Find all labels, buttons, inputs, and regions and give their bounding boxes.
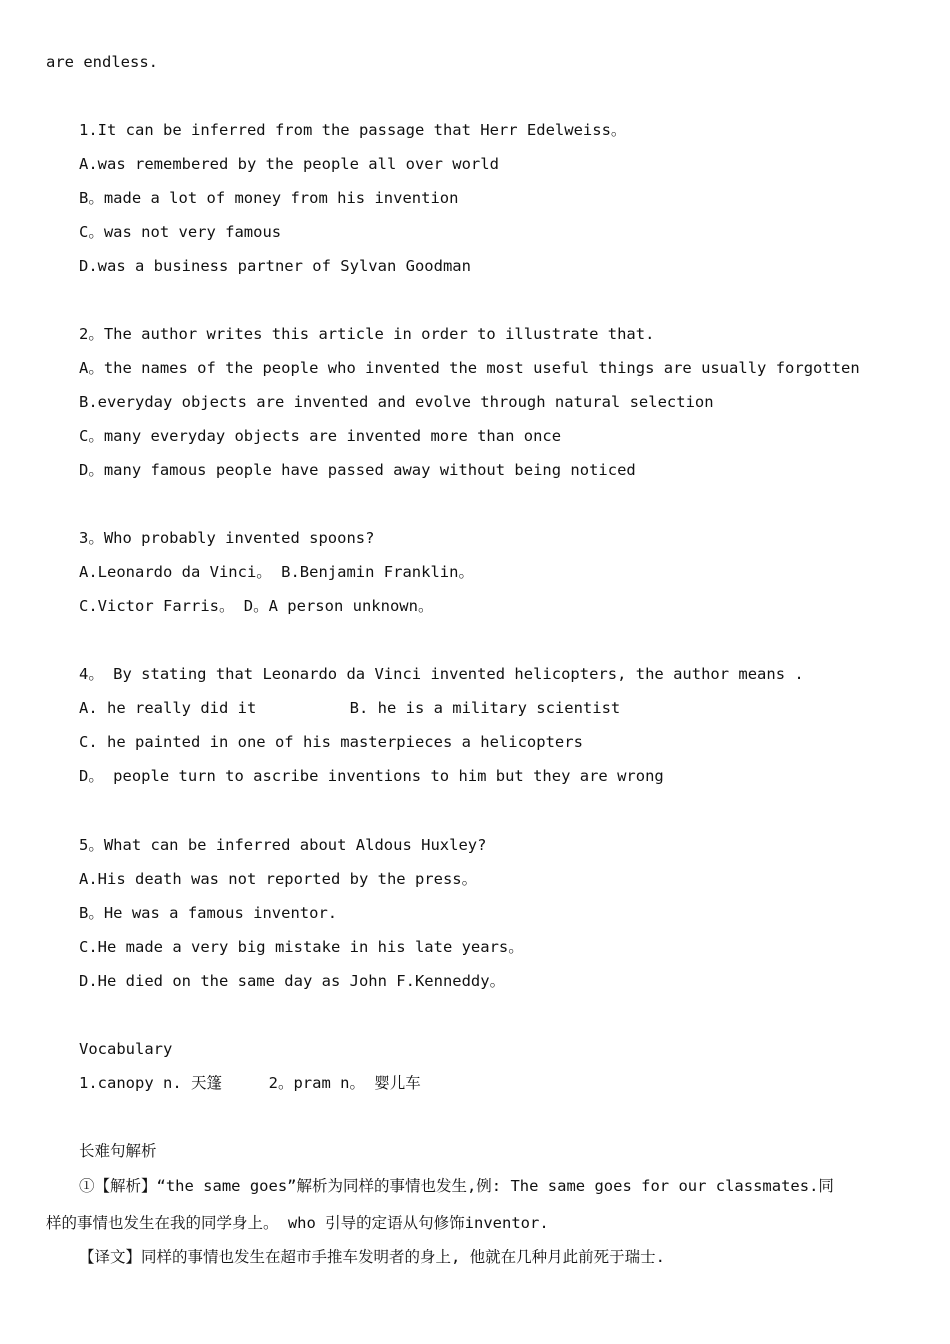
analysis-para1-line1: ①【解析】“the same goes”解析为同样的事情也发生,例: The same goes for our classmates.同 (79, 1177, 834, 1195)
question-3-options-ab: A.Leonardo da Vinci。 B.Benjamin Franklin。 (79, 563, 474, 581)
question-2-option-b: B.everyday objects are invented and evolve through natural selection (79, 393, 714, 411)
question-2-option-a: A。the names of the people who invented the most useful things are usually forgotten (79, 359, 860, 377)
question-2-stem: 2。The author writes this article in order to illustrate that. (79, 325, 655, 343)
question-3-stem: 3。Who probably invented spoons? (79, 529, 375, 547)
question-3-options-cd: C.Victor Farris。 D。A person unknown。 (79, 597, 434, 615)
question-2-option-d: D。many famous people have passed away without being noticed (79, 461, 636, 479)
intro-tail: are endless. (46, 53, 158, 71)
vocabulary-heading: Vocabulary (79, 1040, 173, 1058)
question-1-stem: 1.It can be inferred from the passage that Herr Edelweiss。 (79, 121, 627, 139)
question-5-option-d: D.He died on the same day as John F.Kenneddy。 (79, 972, 506, 990)
analysis-translation: 【译文】同样的事情也发生在超市手推车发明者的身上, 他就在几种月此前死于瑞士. (79, 1248, 665, 1266)
question-5-option-c: C.He made a very big mistake in his late years。 (79, 938, 524, 956)
question-5-stem: 5。What can be inferred about Aldous Huxley? (79, 836, 487, 854)
vocabulary-line: 1.canopy n. 天篷 2。pram n。 婴儿车 (79, 1074, 421, 1092)
question-1-option-b: B。made a lot of money from his invention (79, 189, 459, 207)
question-4-stem: 4。 By stating that Leonardo da Vinci invented helicopters, the author means . (79, 665, 804, 683)
question-5-option-a: A.His death was not reported by the press。 (79, 870, 478, 888)
analysis-heading: 长难句解析 (79, 1142, 157, 1160)
question-4-option-c: C. he painted in one of his masterpieces a helicopters (79, 733, 583, 751)
question-4-options-ab: A. he really did it B. he is a military scientist (79, 699, 621, 717)
question-1-option-d: D.was a business partner of Sylvan Goodman (79, 257, 471, 275)
question-2-option-c: C。many everyday objects are invented more than once (79, 427, 562, 445)
analysis-para1-line2: 样的事情也发生在我的同学身上。 who 引导的定语从句修饰inventor. (46, 1214, 549, 1232)
question-5-option-b: B。He was a famous inventor. (79, 904, 338, 922)
question-1-option-a: A.was remembered by the people all over world (79, 155, 499, 173)
question-1-option-c: C。was not very famous (79, 223, 282, 241)
question-4-option-d: D。 people turn to ascribe inventions to him but they are wrong (79, 767, 664, 785)
